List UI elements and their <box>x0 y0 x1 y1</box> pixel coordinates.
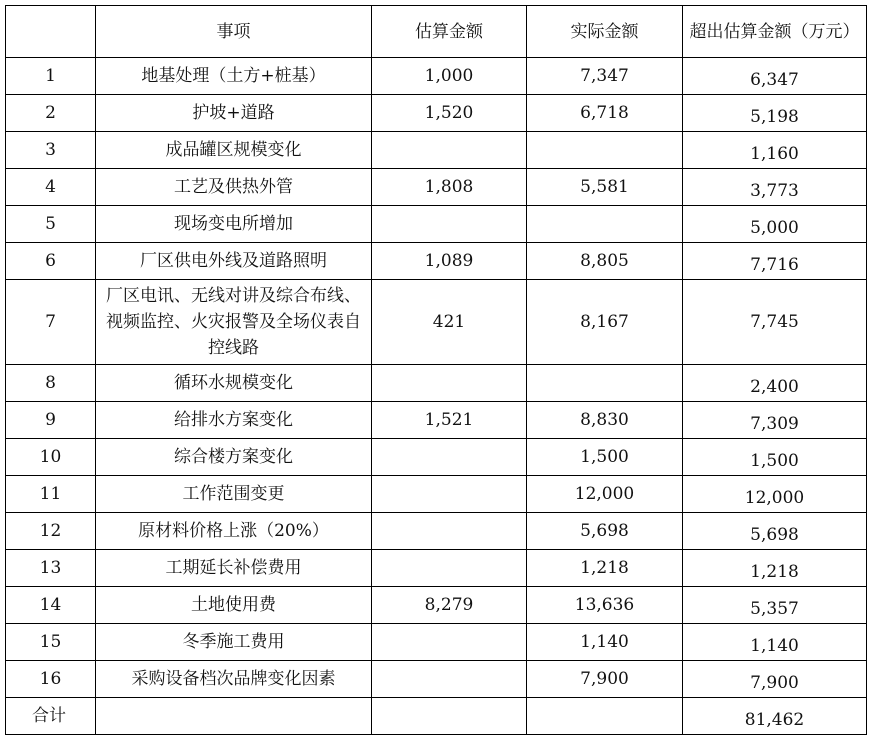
table-header-row <box>6 6 867 58</box>
table-row <box>6 243 867 280</box>
table-row <box>6 58 867 95</box>
row-excess: 1,160 <box>683 132 867 169</box>
table-row <box>6 169 867 206</box>
row-item: 土地使用费 <box>96 587 372 624</box>
row-no: 15 <box>6 624 96 661</box>
cost-overrun-table <box>5 5 867 735</box>
table-row <box>6 206 867 243</box>
row-item: 厂区供电外线及道路照明 <box>96 243 372 280</box>
row-estimate: 8,279 <box>372 587 527 624</box>
row-estimate <box>372 206 527 243</box>
row-estimate <box>372 661 527 698</box>
row-actual: 8,167 <box>527 280 683 365</box>
row-no: 12 <box>6 513 96 550</box>
row-no: 8 <box>6 365 96 402</box>
row-estimate <box>372 550 527 587</box>
total-excess: 81,462 <box>683 698 867 735</box>
row-estimate: 1,089 <box>372 243 527 280</box>
table-row <box>6 280 867 365</box>
row-excess: 7,745 <box>683 280 867 365</box>
row-estimate: 1,521 <box>372 402 527 439</box>
row-item: 冬季施工费用 <box>96 624 372 661</box>
row-excess: 5,198 <box>683 95 867 132</box>
row-no: 1 <box>6 58 96 95</box>
row-excess: 7,309 <box>683 402 867 439</box>
row-no: 13 <box>6 550 96 587</box>
row-excess: 5,357 <box>683 587 867 624</box>
row-estimate <box>372 132 527 169</box>
row-actual: 8,805 <box>527 243 683 280</box>
row-no: 5 <box>6 206 96 243</box>
row-estimate <box>372 624 527 661</box>
row-actual: 13,636 <box>527 587 683 624</box>
table-row <box>6 365 867 402</box>
total-estimate <box>372 698 527 735</box>
row-excess: 7,716 <box>683 243 867 280</box>
table-row <box>6 476 867 513</box>
table-row <box>6 587 867 624</box>
header-estimate: 估算金额 <box>372 6 527 58</box>
row-item: 现场变电所增加 <box>96 206 372 243</box>
row-actual <box>527 132 683 169</box>
header-actual: 实际金额 <box>527 6 683 58</box>
row-actual <box>527 365 683 402</box>
row-actual: 5,698 <box>527 513 683 550</box>
table-row <box>6 95 867 132</box>
row-item: 工艺及供热外管 <box>96 169 372 206</box>
row-excess: 5,000 <box>683 206 867 243</box>
row-no: 4 <box>6 169 96 206</box>
row-excess: 1,218 <box>683 550 867 587</box>
row-estimate <box>372 513 527 550</box>
row-estimate <box>372 476 527 513</box>
row-excess: 6,347 <box>683 58 867 95</box>
row-excess: 12,000 <box>683 476 867 513</box>
row-actual: 5,581 <box>527 169 683 206</box>
row-estimate <box>372 439 527 476</box>
row-item: 地基处理（土方+桩基） <box>96 58 372 95</box>
table-row <box>6 624 867 661</box>
row-actual: 12,000 <box>527 476 683 513</box>
row-actual: 7,347 <box>527 58 683 95</box>
table-row <box>6 513 867 550</box>
row-item: 采购设备档次品牌变化因素 <box>96 661 372 698</box>
row-item: 给排水方案变化 <box>96 402 372 439</box>
total-label: 合计 <box>6 698 96 735</box>
row-no: 2 <box>6 95 96 132</box>
row-excess: 2,400 <box>683 365 867 402</box>
header-item: 事项 <box>96 6 372 58</box>
row-actual: 8,830 <box>527 402 683 439</box>
row-estimate: 1,808 <box>372 169 527 206</box>
row-actual: 1,140 <box>527 624 683 661</box>
row-excess: 3,773 <box>683 169 867 206</box>
header-no <box>6 6 96 58</box>
table-row <box>6 661 867 698</box>
row-no: 11 <box>6 476 96 513</box>
row-item: 工期延长补偿费用 <box>96 550 372 587</box>
table-row <box>6 550 867 587</box>
table-row <box>6 439 867 476</box>
row-estimate: 1,000 <box>372 58 527 95</box>
row-no: 9 <box>6 402 96 439</box>
row-no: 16 <box>6 661 96 698</box>
row-actual: 1,218 <box>527 550 683 587</box>
row-no: 3 <box>6 132 96 169</box>
row-estimate: 421 <box>372 280 527 365</box>
row-no: 7 <box>6 280 96 365</box>
table-row <box>6 132 867 169</box>
row-item: 综合楼方案变化 <box>96 439 372 476</box>
row-item: 护坡+道路 <box>96 95 372 132</box>
row-actual: 1,500 <box>527 439 683 476</box>
row-actual: 7,900 <box>527 661 683 698</box>
row-no: 14 <box>6 587 96 624</box>
row-estimate <box>372 365 527 402</box>
header-excess: 超出估算金额（万元） <box>683 6 867 58</box>
total-row <box>6 698 867 735</box>
row-actual <box>527 206 683 243</box>
row-excess: 1,140 <box>683 624 867 661</box>
row-no: 6 <box>6 243 96 280</box>
row-estimate: 1,520 <box>372 95 527 132</box>
row-no: 10 <box>6 439 96 476</box>
row-item: 原材料价格上涨（20%） <box>96 513 372 550</box>
row-excess: 5,698 <box>683 513 867 550</box>
row-excess: 1,500 <box>683 439 867 476</box>
total-actual <box>527 698 683 735</box>
row-item: 成品罐区规模变化 <box>96 132 372 169</box>
total-item <box>96 698 372 735</box>
row-item: 工作范围变更 <box>96 476 372 513</box>
row-item: 循环水规模变化 <box>96 365 372 402</box>
row-item: 厂区电讯、无线对讲及综合布线、视频监控、火灾报警及全场仪表自控线路 <box>96 280 372 365</box>
table-body <box>6 58 867 735</box>
table-row <box>6 402 867 439</box>
row-actual: 6,718 <box>527 95 683 132</box>
row-excess: 7,900 <box>683 661 867 698</box>
